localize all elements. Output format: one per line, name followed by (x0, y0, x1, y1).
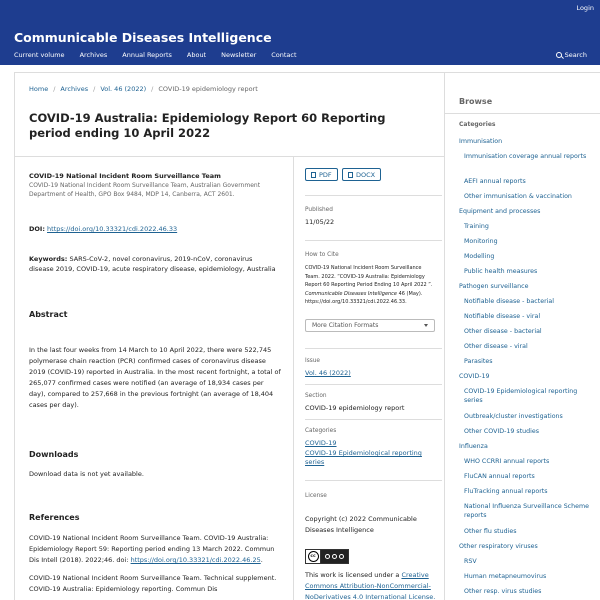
citation-formats-label: More Citation Formats (312, 322, 379, 329)
chevron-down-icon (424, 324, 428, 327)
citation-journal: Communicable Diseases Intelligence (305, 290, 398, 297)
sidebar-item-outbreak[interactable]: Outbreak/cluster investigations (464, 413, 563, 420)
citation-text (305, 264, 437, 307)
citation-part: 46 (May). https://doi.org/10.33321/cdi.2022.46.33. (305, 290, 423, 305)
search-icon (556, 52, 562, 58)
site-header (0, 0, 600, 65)
reference-end: . (260, 556, 263, 564)
article-panel (14, 72, 445, 600)
divider (15, 156, 444, 157)
reference-text: COVID-19 National Incident Room Surveillance Team. COVID-19 Australia: Epidemiology Report 59: Reporting period ending 13 March 2022. Commun Dis Intell (2018). 2022;46. doi: (29, 534, 275, 564)
citation-part: COVID-19 National Incident Room Surveillance Team. 2022. “COVID-19 Australia: Epidemiology Report 60 Reporting Period Ending 10 April 2022 ”. (305, 265, 433, 288)
sidebar-item-other-bacterial[interactable]: Other disease - bacterial (464, 328, 542, 335)
category-link[interactable]: COVID-19 Epidemiological reporting series (305, 449, 422, 466)
author-block (29, 172, 279, 199)
license-link[interactable]: Creative Commons Attribution-NonCommercial-NoDerivatives 4.0 International License. (305, 571, 436, 600)
breadcrumb-separator: / (151, 85, 154, 93)
section-label: Section (305, 393, 327, 399)
sidebar-item-other-viral[interactable]: Other disease - viral (464, 343, 528, 350)
search-label: Search (564, 51, 587, 59)
sidebar-item-flucan[interactable]: FluCAN annual reports (464, 473, 535, 480)
published-label: Published (305, 207, 333, 213)
site-title[interactable]: Communicable Diseases Intelligence (14, 30, 272, 45)
sidebar-item-covid-epi-series[interactable]: COVID-19 Epidemiological reporting series (464, 388, 578, 404)
breadcrumb-separator: / (53, 85, 56, 93)
sidebar-item-equipment[interactable]: Equipment and processes (459, 208, 541, 215)
citation-formats-dropdown[interactable] (305, 319, 435, 332)
docx-label: DOCX (356, 170, 376, 179)
breadcrumb-archives[interactable]: Archives (60, 85, 89, 93)
author-name: COVID-19 National Incident Room Surveillance Team (29, 172, 221, 180)
cc-license-badge[interactable] (305, 549, 349, 564)
breadcrumb-volume[interactable]: Vol. 46 (2022) (100, 85, 147, 93)
page-title: COVID-19 Australia: Epidemiology Report 60 Reporting period ending 10 April 2022 (29, 111, 386, 140)
login-link[interactable]: Login (576, 4, 594, 12)
sidebar-item-modelling[interactable]: Modelling (464, 253, 495, 260)
divider (305, 240, 442, 241)
abstract-heading: Abstract (29, 310, 68, 319)
nav-newsletter[interactable]: Newsletter (221, 51, 257, 59)
divider (305, 348, 442, 349)
sidebar-item-niss[interactable]: National Influenza Surveillance Scheme reports (464, 503, 590, 519)
docx-button[interactable] (342, 168, 381, 181)
reference-item (29, 573, 281, 595)
sidebar-item-notifiable-bacterial[interactable]: Notifiable disease - bacterial (464, 298, 555, 305)
divider (305, 384, 442, 385)
nav-archives[interactable]: Archives (79, 51, 108, 59)
divider (305, 419, 442, 420)
breadcrumb-home[interactable]: Home (29, 85, 49, 93)
issue-link[interactable]: Vol. 46 (2022) (305, 369, 351, 377)
nav-annual-reports[interactable]: Annual Reports (122, 51, 172, 59)
sidebar-item-covid[interactable]: COVID-19 (459, 373, 490, 380)
sidebar-item-parasites[interactable]: Parasites (464, 358, 493, 365)
pdf-label: PDF (319, 170, 332, 179)
breadcrumb (29, 85, 258, 93)
cc-icon: cc (306, 550, 321, 563)
sidebar-item-hmpv[interactable]: Human metapneumovirus (464, 573, 547, 580)
author-affiliation: COVID-19 National Incident Room Surveillance Team, Australian Government Department of Health, GPO Box 9484, MDP 14, Canberra, ACT 2601. (29, 182, 261, 198)
nav-current-volume[interactable]: Current volume (14, 51, 65, 59)
nav-contact[interactable]: Contact (271, 51, 297, 59)
sidebar-item-other-covid[interactable]: Other COVID-19 studies (464, 428, 540, 435)
sidebar-item-training[interactable]: Training (464, 223, 489, 230)
sidebar-item-other-flu[interactable]: Other flu studies (464, 528, 517, 535)
doi-row (29, 225, 279, 233)
nav-about[interactable]: About (186, 51, 207, 59)
main-nav (14, 51, 312, 59)
issue-label: Issue (305, 358, 320, 364)
categories-label: Categories (305, 428, 337, 434)
sidebar-item-who-ccrri[interactable]: WHO CCRRI annual reports (464, 458, 550, 465)
category-link[interactable]: COVID-19 (305, 439, 337, 447)
sidebar-categories-label: Categories (459, 121, 496, 128)
keywords-value: SARS-CoV-2, novel coronavirus, 2019-nCoV, coronavirus disease 2019, COVID-19, acute respiratory disease, epidemiology, Australia (29, 255, 276, 273)
license-text (305, 570, 437, 600)
abstract-text: In the last four weeks from 14 March to 10 April 2022, there were 522,745 polymerase chain reaction (PCR) confirmed cases of coronavirus disease 2019 (COVID-19) reported in Australia. In the most recent fortnight, a total of 265,077 confirmed cases were notified (an average of 18,934 cases per day), compared to 257,668 in the previous fortnight (an average of 18,404 cases per day). (29, 346, 281, 409)
file-icon (348, 172, 353, 178)
keywords-label: Keywords: (29, 255, 68, 263)
section-value: COVID-19 epidemiology report (305, 404, 405, 412)
sidebar-item-aefi[interactable]: AEFI annual reports (464, 178, 526, 185)
downloads-heading: Downloads (29, 450, 79, 459)
file-icon (311, 172, 316, 178)
sidebar-item-other-resp[interactable]: Other respiratory viruses (459, 543, 538, 550)
divider (305, 195, 442, 196)
sidebar-item-immunisation-coverage[interactable]: Immunisation coverage annual reports (464, 153, 587, 160)
sidebar-item-immunisation[interactable]: Immunisation (459, 138, 503, 145)
sidebar-item-rsv[interactable]: RSV (464, 558, 477, 565)
breadcrumb-current: COVID-19 epidemiology report (158, 85, 258, 93)
references-heading: References (29, 513, 80, 522)
license-label: License (305, 493, 327, 499)
sidebar (445, 72, 600, 600)
downloads-text: Download data is not yet available. (29, 470, 144, 478)
sidebar-item-other-immunisation[interactable]: Other immunisation & vaccination (464, 193, 572, 200)
sidebar-item-public-health[interactable]: Public health measures (464, 268, 538, 275)
doi-link[interactable]: https://doi.org/10.33321/cdi.2022.46.33 (47, 225, 178, 233)
license-prefix: This work is licensed under a (305, 571, 400, 579)
divider (305, 480, 442, 481)
copyright-text: Copyright (c) 2022 Communicable Diseases Intelligence (305, 515, 417, 534)
published-value: 11/05/22 (305, 218, 335, 226)
sidebar-item-influenza[interactable]: Influenza (459, 443, 488, 450)
sidebar-item-other-resp-studies[interactable]: Other resp. virus studies (464, 588, 542, 595)
reference-text: COVID-19 National Incident Room Surveillance Team. Technical supplement. COVID-19 Australia: Epidemiology reporting. Commun Dis (29, 574, 277, 593)
cite-label: How to Cite (305, 252, 339, 258)
search-link[interactable] (556, 51, 587, 59)
reference-item (29, 533, 281, 566)
sidebar-item-pathogen[interactable]: Pathogen surveillance (459, 283, 529, 290)
browse-heading: Browse (459, 97, 493, 106)
pdf-button[interactable] (305, 168, 338, 181)
doi-label: DOI: (29, 225, 45, 233)
sidebar-item-notifiable-viral[interactable]: Notifiable disease - viral (464, 313, 541, 320)
divider (445, 113, 600, 114)
sidebar-item-monitoring[interactable]: Monitoring (464, 238, 498, 245)
sidebar-item-flutracking[interactable]: FluTracking annual reports (464, 488, 548, 495)
reference-doi-link[interactable]: https://doi.org/10.33321/cdi.2022.46.25 (130, 556, 261, 564)
breadcrumb-separator: / (93, 85, 96, 93)
column-divider (293, 156, 294, 600)
license-terms-icons (321, 550, 348, 563)
keywords-row (29, 254, 279, 274)
